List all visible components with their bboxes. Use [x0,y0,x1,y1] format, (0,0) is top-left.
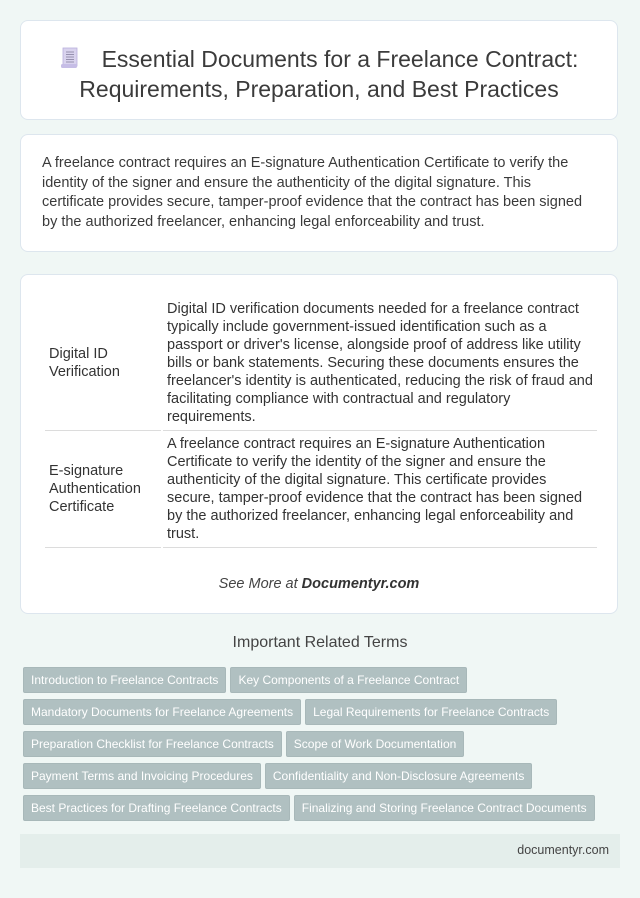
table-row [45,296,597,431]
tag-row [23,795,613,827]
title-card [20,20,618,120]
summary-text: A freelance contract requires an E-signature Authentication Certificate to verify the identity of the signer and ensure the authenticity of the digital signature. This certificate provides secure, tamper-proof evidence that the contract has been signed by the authorized freelancer, enhancing legal enforceability and trust. [42,155,583,230]
table-description: Digital ID verification documents needed for a freelance contract typically include government-issued identification such as a passport or driver's license, alongside proof of address like utility bills or bank statements. Securing these documents ensures the freelancer's identity is authenticated, reducing the risk of fraud and facilitating compliance with contractual and regulatory requirements. [163,296,597,431]
see-more-link[interactable]: Documentyr.com [301,576,420,592]
related-term-tag[interactable]: Finalizing and Storing Freelance Contract Documents [294,795,595,821]
info-table [43,296,599,548]
table-term: E-signature Authentication Certificate [45,431,161,548]
footer [20,834,620,868]
footer-site-link[interactable]: documentyr.com [517,843,609,857]
related-terms-list [23,667,613,827]
related-term-tag[interactable]: Introduction to Freelance Contracts [23,667,226,693]
related-term-tag[interactable]: Payment Terms and Invoicing Procedures [23,763,261,789]
page-title [21,44,617,104]
see-more-prefix: See More at [218,576,302,592]
see-more [21,576,617,592]
tag-row [23,731,613,763]
related-term-tag[interactable]: Preparation Checklist for Freelance Contracts [23,731,282,757]
table-description: A freelance contract requires an E-signature Authentication Certificate to verify the identity of the signer and ensure the authenticity of the digital signature. This certificate provides secure, tamper-proof evidence that the contract has been signed by the authorized freelancer, enhancing legal enforceability and trust. [163,431,597,548]
table-row [45,431,597,548]
document-icon [60,47,80,69]
page-title-text: Essential Documents for a Freelance Contract: Requirements, Preparation, and Best Practices [79,46,579,102]
related-term-tag[interactable]: Confidentiality and Non-Disclosure Agreements [265,763,532,789]
related-term-tag[interactable]: Legal Requirements for Freelance Contracts [305,699,557,725]
table-term: Digital ID Verification [45,296,161,431]
tag-row [23,763,613,795]
tag-row [23,667,613,699]
related-term-tag[interactable]: Best Practices for Drafting Freelance Contracts [23,795,290,821]
related-term-tag[interactable]: Key Components of a Freelance Contract [230,667,467,693]
related-term-tag[interactable]: Scope of Work Documentation [286,731,465,757]
related-terms-heading: Important Related Terms [232,634,408,651]
related-term-tag[interactable]: Mandatory Documents for Freelance Agreements [23,699,301,725]
summary-card [20,134,618,252]
info-table-card [20,274,618,614]
tag-row [23,699,613,731]
